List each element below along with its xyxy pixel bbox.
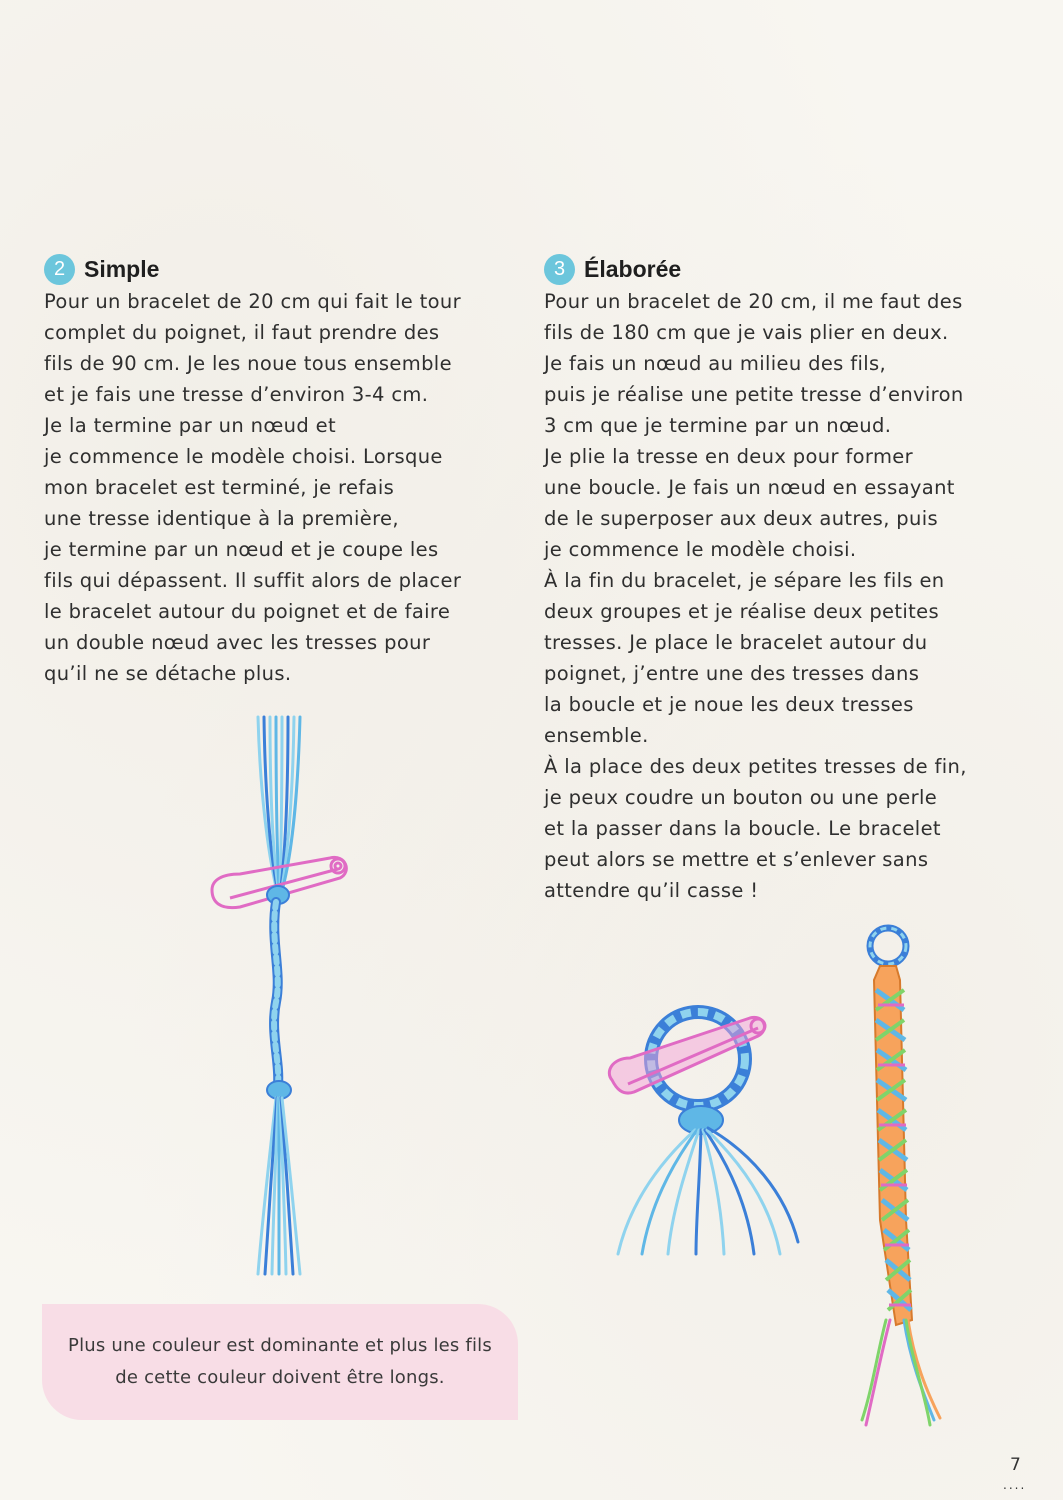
text-line: attendre qu’il casse ! — [544, 879, 759, 902]
text-line: et je fais une tresse d’environ 3-4 cm. — [44, 383, 429, 406]
top-threads — [258, 717, 300, 887]
text-line: le bracelet autour du poignet et de faire — [44, 600, 451, 623]
page-number: 7 — [1010, 1455, 1021, 1475]
tip-text-line: de cette couleur doivent être longs. — [115, 1367, 445, 1388]
text-line: ensemble. — [544, 724, 649, 747]
text-line: Je fais un nœud au milieu des fils, — [544, 352, 887, 375]
text-line: une tresse identique à la première, — [44, 507, 399, 530]
text-line: Je la termine par un nœud et — [44, 414, 336, 437]
text-line: Pour un bracelet de 20 cm qui fait le tour — [44, 290, 462, 313]
text-line: Pour un bracelet de 20 cm, il me faut des — [544, 290, 963, 313]
page-number-dots: .... — [1003, 1478, 1027, 1492]
loop-illustration — [600, 992, 810, 1262]
section-elaboree — [544, 252, 1034, 906]
text-line: un double nœud avec les tresses pour — [44, 631, 431, 654]
text-line: je commence le modèle choisi. — [544, 538, 857, 561]
text-line: fils de 180 cm que je vais plier en deux. — [544, 321, 949, 344]
bottom-threads — [258, 1098, 300, 1274]
text-line: 3 cm que je termine par un nœud. — [544, 414, 892, 437]
section-title: Élaborée — [584, 255, 682, 282]
text-line: je termine par un nœud et je coupe les — [44, 538, 439, 561]
section-title: Simple — [84, 255, 160, 282]
loop-threads — [618, 1128, 798, 1254]
text-line: deux groupes et je réalise deux petites — [544, 600, 940, 623]
section-header — [44, 252, 524, 286]
bracelet-end-braids — [862, 1320, 940, 1425]
finished-bracelet-illustration — [826, 920, 956, 1430]
step-number-badge: 3 — [544, 254, 575, 285]
text-line: À la place des deux petites tresses de fin, — [544, 755, 967, 778]
bottom-knot — [267, 1081, 291, 1099]
tip-text-line: Plus une couleur est dominante et plus les fils — [68, 1335, 492, 1356]
text-line: qu’il ne se détache plus. — [44, 662, 292, 685]
section-body — [544, 286, 1034, 906]
step-number-badge: 2 — [44, 254, 75, 285]
braid — [274, 902, 278, 1084]
text-line: de le superposer aux deux autres, puis — [544, 507, 939, 530]
text-line: fils qui dépassent. Il suffit alors de placer — [44, 569, 462, 592]
bracelet-top-loop — [870, 928, 906, 964]
text-line: peut alors se mettre et s’enlever sans — [544, 848, 929, 871]
text-line: mon bracelet est terminé, je refais — [44, 476, 395, 499]
text-line: poignet, j’entre une des tresses dans — [544, 662, 920, 685]
text-line: tresses. Je place le bracelet autour du — [544, 631, 928, 654]
text-line: complet du poignet, il faut prendre des — [44, 321, 440, 344]
section-header — [544, 252, 1034, 286]
section-body — [44, 286, 524, 689]
text-line: À la fin du bracelet, je sépare les fils en — [544, 569, 945, 592]
text-line: la boucle et je noue les deux tresses — [544, 693, 914, 716]
text-line: je peux coudre un bouton ou une perle — [544, 786, 938, 809]
simple-braid-illustration — [200, 712, 360, 1282]
text-line: et la passer dans la boucle. Le bracelet — [544, 817, 941, 840]
text-line: je commence le modèle choisi. Lorsque — [44, 445, 443, 468]
text-line: fils de 90 cm. Je les noue tous ensemble — [44, 352, 452, 375]
tip-box — [42, 1304, 518, 1420]
text-line: Je plie la tresse en deux pour former — [544, 445, 914, 468]
text-line: une boucle. Je fais un nœud en essayant — [544, 476, 955, 499]
text-line: puis je réalise une petite tresse d’environ — [544, 383, 964, 406]
section-simple — [44, 252, 524, 689]
